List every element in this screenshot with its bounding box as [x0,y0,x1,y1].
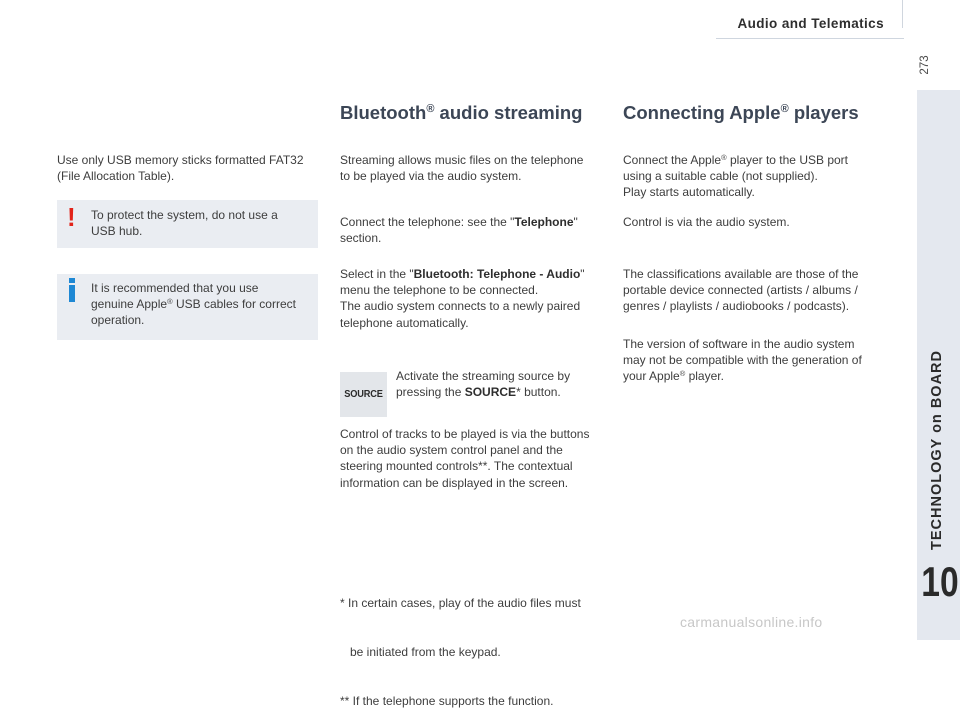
info-note-text [91,280,296,329]
bluetooth-paragraph-connect: Connect the telephone: see the "Telephone" section. [340,215,578,246]
header-rule [716,38,904,39]
header-tick [902,0,903,28]
footnotes [340,563,581,725]
running-header-title: Audio and Telematics [737,16,884,31]
footnote-1-continued: be initiated from the keypad. [340,645,501,660]
info-line-3: operation. [91,313,145,328]
apple-paragraph-connect: Connect the Apple® player to the USB port using a suitable cable (not supplied). Play starts automatically. [623,153,849,200]
footnote-2: ** If the telephone supports the function. [340,693,554,708]
chapter-title: TECHNOLOGY on BOARD [929,350,945,550]
source-button-illustration [340,372,387,417]
bluetooth-paragraph-activate: Activate the streaming source by pressing the SOURCE* button. [396,369,571,400]
warning-line-2: USB hub. [91,224,143,239]
bluetooth-heading: Bluetooth® audio streaming [340,102,583,123]
chapter-number: 10 [921,558,959,605]
source-button-label: SOURCE [344,388,383,400]
bluetooth-paragraph-select: Select in the "Bluetooth: Telephone - Audio" menu the telephone to be connected. The audio system connects to a newly paired telephone automatically. [340,267,585,330]
info-icon [69,278,76,302]
usb-format-note [57,152,304,184]
warning-note-box [57,200,318,248]
warning-exclamation-icon: ! [67,202,76,232]
watermark: carmanualsonline.info [680,614,823,630]
apple-heading: Connecting Apple® players [623,102,859,123]
info-icon-dot [69,278,75,283]
warning-note-text [91,207,278,239]
apple-paragraph-control: Control is via the audio system. [623,215,790,229]
warning-line-1: To protect the system, do not use a [91,208,278,222]
apple-paragraph-version: The version of software in the audio system may not be compatible with the generation of your Apple® player. [623,337,862,384]
apple-paragraph-classifications: The classifications available are those of the portable device connected (artists / albums / genres / playlists / audiobooks / podcasts). [623,267,859,314]
footnote-1: * In certain cases, play of the audio files must [340,596,581,611]
usb-format-line-1: Use only USB memory sticks formatted FAT32 [57,153,304,167]
bluetooth-paragraph-streaming: Streaming allows music files on the telephone to be played via the audio system. [340,153,584,184]
page-number: 273 [919,55,931,75]
bluetooth-paragraph-control: Control of tracks to be played is via the buttons on the audio system control panel and the steering mounted controls**. The contextual information can be displayed in the screen. [340,427,590,490]
info-line-1: It is recommended that you use [91,281,259,295]
usb-format-line-2: (File Allocation Table). [57,169,175,184]
info-icon-stem [69,285,75,302]
info-note-box [57,274,318,340]
info-line-2: genuine Apple® USB cables for correct [91,297,296,312]
